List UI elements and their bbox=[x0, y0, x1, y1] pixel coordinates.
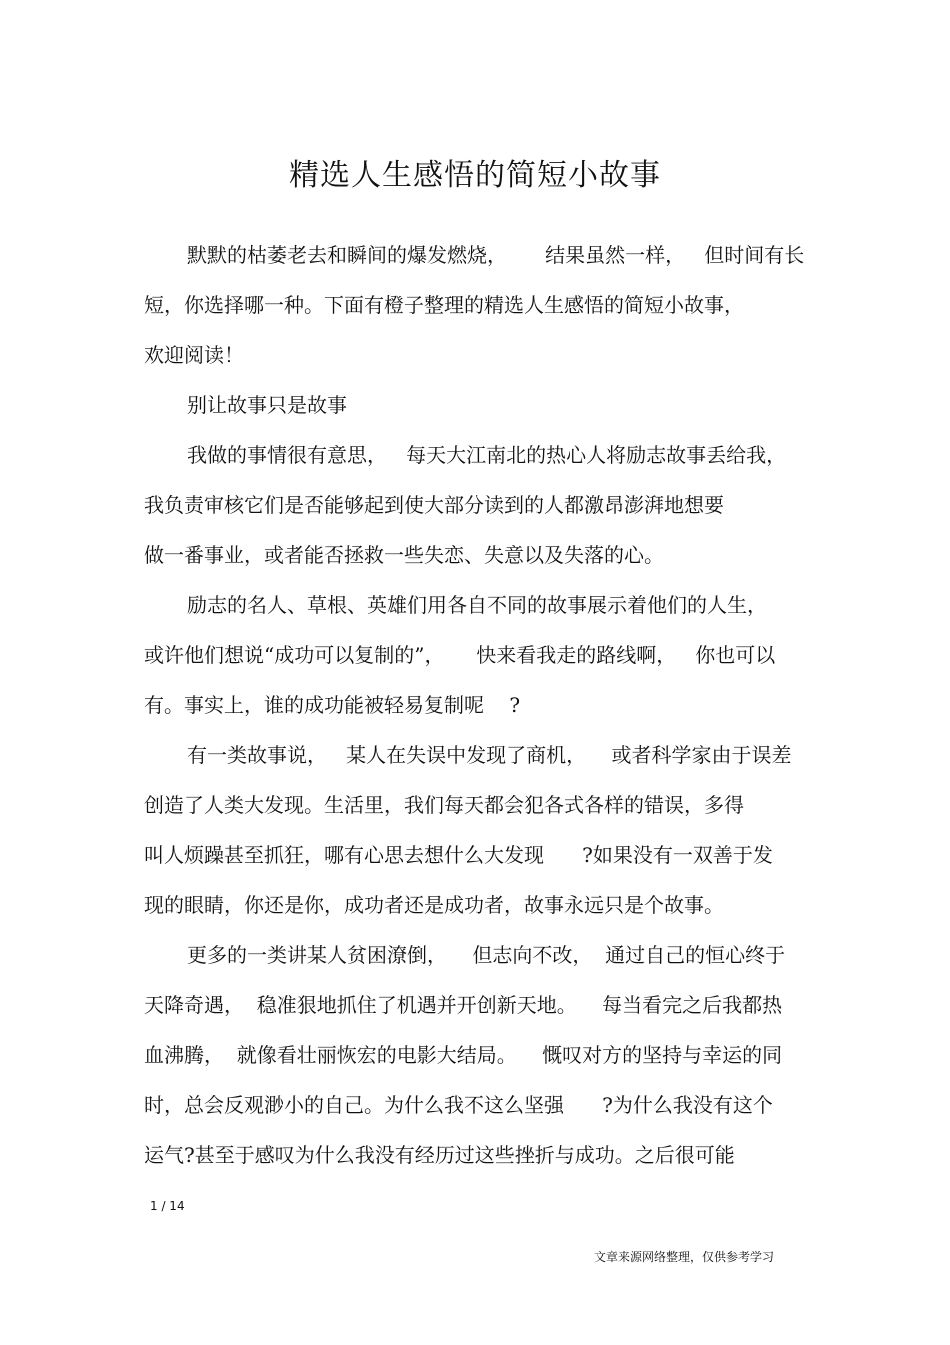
section-heading: 别让故事只是故事 bbox=[187, 393, 347, 417]
page-number: 1 / 14 bbox=[150, 1199, 185, 1213]
body-line: 我负责审核它们是否能够起到使大部分读到的人都激昂澎湃地想要 bbox=[144, 493, 724, 517]
body-line: 励志的名人、草根、英雄们用各自不同的故事展示着他们的人生， bbox=[187, 593, 767, 617]
footer-note: 文章来源网络整理，仅供参考学习 bbox=[594, 1250, 775, 1264]
body-line: 时，总会反观渺小的自己。为什么我不这么坚强 ?为什么我没有这个 bbox=[144, 1093, 773, 1117]
body-line: 有一类故事说， 某人在失误中发现了商机， 或者科学家由于误差 bbox=[187, 743, 792, 767]
body-line: 天降奇遇， 稳准狠地抓住了机遇并开创新天地。 每当看完之后我都热 bbox=[144, 993, 783, 1017]
body-line: 做一番事业，或者能否拯救一些失恋、失意以及失落的心。 bbox=[144, 543, 664, 567]
body-line: 欢迎阅读！ bbox=[144, 343, 244, 367]
body-line: 创造了人类大发现。生活里，我们每天都会犯各式各样的错误，多得 bbox=[144, 793, 744, 817]
body-line: 现的眼睛，你还是你，成功者还是成功者，故事永远只是个故事。 bbox=[144, 893, 724, 917]
body-line: 更多的一类讲某人贫困潦倒， 但志向不改， 通过自己的恒心终于 bbox=[187, 943, 786, 967]
body-line: 运气?甚至于感叹为什么我没有经历过这些挫折与成功。之后很可能 bbox=[144, 1143, 735, 1167]
body-line: 有。事实上，谁的成功能被轻易复制呢 ? bbox=[144, 693, 521, 717]
body-line: 血沸腾， 就像看壮丽恢宏的电影大结局。 慨叹对方的坚持与幸运的同 bbox=[144, 1043, 783, 1067]
body-line: 我做的事情很有意思， 每天大江南北的热心人将励志故事丢给我， bbox=[187, 443, 787, 467]
body-line: 默默的枯萎老去和瞬间的爆发燃烧， 结果虽然一样， 但时间有长 bbox=[187, 243, 805, 267]
body-line: 短，你选择哪一种。下面有橙子整理的精选人生感悟的简短小故事， bbox=[144, 293, 744, 317]
body-line: 叫人烦躁甚至抓狂，哪有心思去想什么大发现 ?如果没有一双善于发 bbox=[144, 843, 773, 867]
body-line: 或许他们想说“成功可以复制的”， 快来看我走的路线啊， 你也可以 bbox=[144, 643, 776, 667]
document-title: 精选人生感悟的简短小故事 bbox=[289, 158, 661, 193]
